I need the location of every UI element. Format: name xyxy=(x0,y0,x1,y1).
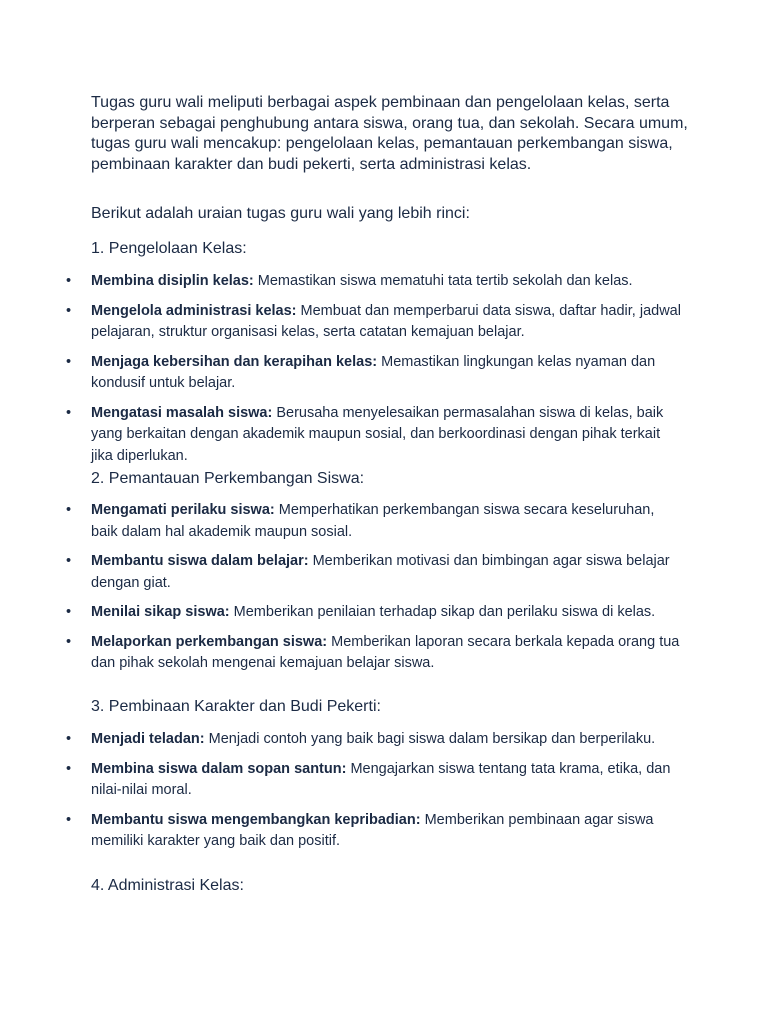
intro-paragraph: Tugas guru wali meliputi berbagai aspek pembinaan dan pengelolaan kelas, serta berperan sebagai penghubung antara siswa, orang tua, dan sekolah. Secara umum, tugas guru wali mencakup: pengelolaan kelas, pemantauan perkembangan siswa, pembinaan karakter dan budi pekerti, serta administrasi kelas. xyxy=(91,94,688,173)
item-description: Memberikan motivasi dan bimbingan agar siswa belajar dengan giat. xyxy=(91,553,670,591)
section-heading-pengelolaan-kelas: 1. Pengelolaan Kelas: xyxy=(91,240,247,257)
list-item xyxy=(0,271,681,293)
item-term: Membantu siswa mengembangkan kepribadian: xyxy=(91,811,421,828)
item-description: Memperhatikan perkembangan siswa secara keseluruhan, baik dalam hal akademik maupun sosial. xyxy=(91,502,655,540)
bullet-icon: • xyxy=(66,811,72,828)
item-term: Menjaga kebersihan dan kerapihan kelas: xyxy=(91,353,378,370)
bullet-icon: • xyxy=(66,760,72,777)
section-heading-administrasi-kelas: 4. Administrasi Kelas: xyxy=(91,877,244,894)
item-term: Menjadi teladan: xyxy=(91,731,205,747)
item-description: Berusaha menyelesaikan permasalahan siswa di kelas, baik yang berkaitan dengan akademik maupun sosial, dan berkoordinasi dengan pihak terkait jika diperlukan. xyxy=(91,404,664,464)
bullet-icon: • xyxy=(66,353,72,370)
item-description: Memberikan penilaian terhadap sikap dan perilaku siswa di kelas. xyxy=(229,604,656,620)
list-item xyxy=(0,301,681,344)
bullet-list-pemantauan-perkembangan xyxy=(0,500,768,683)
item-term: Menilai sikap siswa: xyxy=(91,604,230,620)
list-item xyxy=(0,632,681,675)
item-description: Menjadi contoh yang baik bagi siswa dalam bersikap dan berperilaku. xyxy=(204,731,656,747)
bullet-icon: • xyxy=(66,604,72,620)
list-item xyxy=(0,759,681,802)
item-term: Melaporkan perkembangan siswa: xyxy=(91,633,328,650)
list-item xyxy=(0,810,681,853)
bullet-icon: • xyxy=(66,731,72,747)
item-description: Membuat dan memperbarui data siswa, daftar hadir, jadwal pelajaran, struktur organisasi kelas, serta catatan kemajuan belajar. xyxy=(91,302,681,340)
item-description: Memberikan pembinaan agar siswa memiliki karakter yang baik dan positif. xyxy=(91,811,654,849)
item-term: Mengatasi masalah siswa: xyxy=(91,404,273,421)
list-item xyxy=(0,403,681,468)
bullet-icon: • xyxy=(66,633,72,650)
bullet-icon: • xyxy=(66,273,72,289)
item-term: Mengelola administrasi kelas: xyxy=(91,302,297,319)
bullet-icon: • xyxy=(66,302,72,319)
bullet-icon: • xyxy=(66,404,72,421)
section-heading-pemantauan-perkembangan: 2. Pemantauan Perkembangan Siswa: xyxy=(91,470,365,487)
item-term: Mengamati perilaku siswa: xyxy=(91,502,275,518)
lead-sentence: Berikut adalah uraian tugas guru wali yang lebih rinci: xyxy=(91,205,470,222)
item-description: Memastikan lingkungan kelas nyaman dan kondusif untuk belajar. xyxy=(91,353,656,391)
item-description: Mengajarkan siswa tentang tata krama, etika, dan nilai-nilai moral. xyxy=(91,760,671,798)
item-term: Membina siswa dalam sopan santun: xyxy=(91,760,347,777)
item-description: Memastikan siswa mematuhi tata tertib sekolah dan kelas. xyxy=(253,273,633,289)
list-item xyxy=(0,602,681,624)
item-term: Membina disiplin kelas: xyxy=(91,273,254,289)
list-item xyxy=(0,352,681,395)
list-item xyxy=(0,729,681,751)
bullet-icon: • xyxy=(66,553,72,569)
item-description: Memberikan laporan secara berkala kepada orang tua dan pihak sekolah mengenai kemajuan belajar siswa. xyxy=(91,633,680,671)
bullet-list-pembinaan-karakter xyxy=(0,729,768,861)
list-item xyxy=(0,551,681,594)
item-term: Membantu siswa dalam belajar: xyxy=(91,553,309,569)
section-heading-pembinaan-karakter: 3. Pembinaan Karakter dan Budi Pekerti: xyxy=(91,698,381,715)
list-item xyxy=(0,500,681,543)
bullet-list-pengelolaan-kelas xyxy=(0,271,768,475)
bullet-icon: • xyxy=(66,502,72,518)
